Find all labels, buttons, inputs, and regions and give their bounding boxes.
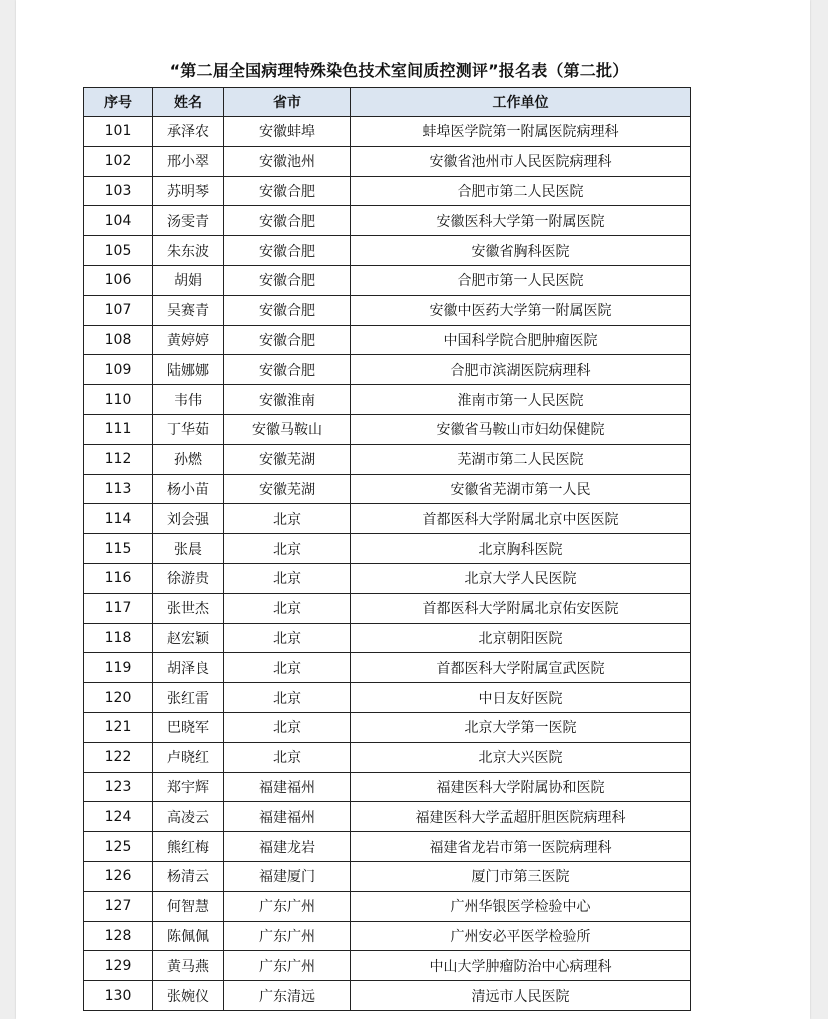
- cell-region: 北京: [224, 653, 351, 683]
- cell-number: 104: [84, 206, 153, 236]
- table-row: [84, 891, 691, 921]
- table-row: [84, 265, 691, 295]
- table-row: [84, 414, 691, 444]
- cell-organization: 北京朝阳医院: [351, 623, 691, 653]
- cell-name: 孙燃: [153, 444, 224, 474]
- cell-region: 安徽蚌埠: [224, 117, 351, 147]
- cell-number: 128: [84, 921, 153, 951]
- table-row: [84, 117, 691, 147]
- cell-region: 安徽淮南: [224, 385, 351, 415]
- document-page: [16, 0, 810, 1019]
- table-row: [84, 206, 691, 236]
- cell-name: 张红雷: [153, 683, 224, 713]
- cell-number: 105: [84, 236, 153, 266]
- cell-region: 安徽芜湖: [224, 444, 351, 474]
- table-row: [84, 325, 691, 355]
- cell-name: 杨清云: [153, 861, 224, 891]
- table-row: [84, 832, 691, 862]
- table-header-row: [84, 88, 691, 117]
- cell-organization: 首都医科大学附属北京中医医院: [351, 504, 691, 534]
- cell-number: 109: [84, 355, 153, 385]
- cell-region: 北京: [224, 712, 351, 742]
- cell-name: 徐游贵: [153, 563, 224, 593]
- table-row: [84, 355, 691, 385]
- cell-organization: 合肥市第二人民医院: [351, 176, 691, 206]
- cell-number: 120: [84, 683, 153, 713]
- cell-region: 安徽合肥: [224, 176, 351, 206]
- cell-organization: 安徽省芜湖市第一人民: [351, 474, 691, 504]
- cell-number: 115: [84, 534, 153, 564]
- table-row: [84, 772, 691, 802]
- cell-number: 127: [84, 891, 153, 921]
- cell-number: 119: [84, 653, 153, 683]
- cell-organization: 北京大学人民医院: [351, 563, 691, 593]
- cell-name: 朱东波: [153, 236, 224, 266]
- cell-organization: 清远市人民医院: [351, 981, 691, 1011]
- cell-organization: 福建医科大学附属协和医院: [351, 772, 691, 802]
- cell-region: 福建龙岩: [224, 832, 351, 862]
- cell-name: 高凌云: [153, 802, 224, 832]
- cell-region: 北京: [224, 563, 351, 593]
- cell-number: 121: [84, 712, 153, 742]
- cell-organization: 北京大学第一医院: [351, 712, 691, 742]
- cell-region: 安徽合肥: [224, 325, 351, 355]
- cell-region: 安徽合肥: [224, 295, 351, 325]
- cell-region: 安徽合肥: [224, 236, 351, 266]
- column-header-number: 序号: [84, 88, 153, 117]
- cell-name: 吴赛青: [153, 295, 224, 325]
- document-title: “第二届全国病理特殊染色技术室间质控测评”报名表（第二批）: [169, 61, 629, 80]
- cell-name: 张世杰: [153, 593, 224, 623]
- cell-name: 卢晓红: [153, 742, 224, 772]
- cell-region: 北京: [224, 683, 351, 713]
- cell-organization: 合肥市滨湖医院病理科: [351, 355, 691, 385]
- cell-region: 安徽合肥: [224, 355, 351, 385]
- cell-organization: 北京胸科医院: [351, 534, 691, 564]
- cell-region: 安徽合肥: [224, 206, 351, 236]
- cell-region: 福建厦门: [224, 861, 351, 891]
- table-row: [84, 563, 691, 593]
- cell-organization: 蚌埠医学院第一附属医院病理科: [351, 117, 691, 147]
- cell-name: 韦伟: [153, 385, 224, 415]
- cell-name: 刘会强: [153, 504, 224, 534]
- table-row: [84, 623, 691, 653]
- cell-number: 108: [84, 325, 153, 355]
- cell-name: 张晨: [153, 534, 224, 564]
- cell-organization: 安徽医科大学第一附属医院: [351, 206, 691, 236]
- cell-region: 广东广州: [224, 951, 351, 981]
- table-row: [84, 295, 691, 325]
- cell-number: 114: [84, 504, 153, 534]
- cell-name: 黄婷婷: [153, 325, 224, 355]
- column-header-region: 省市: [224, 88, 351, 117]
- cell-number: 110: [84, 385, 153, 415]
- cell-number: 126: [84, 861, 153, 891]
- table-row: [84, 802, 691, 832]
- cell-region: 广东广州: [224, 921, 351, 951]
- cell-region: 福建福州: [224, 772, 351, 802]
- cell-region: 安徽池州: [224, 146, 351, 176]
- cell-organization: 广州华银医学检验中心: [351, 891, 691, 921]
- cell-name: 熊红梅: [153, 832, 224, 862]
- table-row: [84, 504, 691, 534]
- column-header-organization: 工作单位: [351, 88, 691, 117]
- cell-organization: 福建医科大学孟超肝胆医院病理科: [351, 802, 691, 832]
- cell-region: 北京: [224, 534, 351, 564]
- cell-number: 130: [84, 981, 153, 1011]
- cell-number: 122: [84, 742, 153, 772]
- cell-number: 123: [84, 772, 153, 802]
- cell-number: 107: [84, 295, 153, 325]
- cell-number: 101: [84, 117, 153, 147]
- cell-organization: 安徽省池州市人民医院病理科: [351, 146, 691, 176]
- cell-name: 张婉仪: [153, 981, 224, 1011]
- cell-organization: 首都医科大学附属北京佑安医院: [351, 593, 691, 623]
- column-header-name: 姓名: [153, 88, 224, 117]
- table-row: [84, 981, 691, 1011]
- table-row: [84, 474, 691, 504]
- cell-organization: 安徽省马鞍山市妇幼保健院: [351, 414, 691, 444]
- table-row: [84, 593, 691, 623]
- cell-organization: 安徽省胸科医院: [351, 236, 691, 266]
- table-row: [84, 534, 691, 564]
- cell-region: 北京: [224, 623, 351, 653]
- cell-name: 汤雯青: [153, 206, 224, 236]
- cell-number: 112: [84, 444, 153, 474]
- table-row: [84, 921, 691, 951]
- cell-name: 承泽农: [153, 117, 224, 147]
- cell-region: 福建福州: [224, 802, 351, 832]
- table-row: [84, 444, 691, 474]
- cell-name: 邢小翠: [153, 146, 224, 176]
- cell-number: 106: [84, 265, 153, 295]
- cell-number: 118: [84, 623, 153, 653]
- cell-region: 安徽芜湖: [224, 474, 351, 504]
- cell-number: 111: [84, 414, 153, 444]
- cell-organization: 淮南市第一人民医院: [351, 385, 691, 415]
- cell-organization: 广州安必平医学检验所: [351, 921, 691, 951]
- cell-organization: 厦门市第三医院: [351, 861, 691, 891]
- table-row: [84, 385, 691, 415]
- cell-region: 广东清远: [224, 981, 351, 1011]
- cell-number: 113: [84, 474, 153, 504]
- cell-organization: 芜湖市第二人民医院: [351, 444, 691, 474]
- table-row: [84, 951, 691, 981]
- cell-organization: 福建省龙岩市第一医院病理科: [351, 832, 691, 862]
- cell-number: 103: [84, 176, 153, 206]
- cell-organization: 北京大兴医院: [351, 742, 691, 772]
- table-row: [84, 176, 691, 206]
- table-row: [84, 742, 691, 772]
- cell-name: 丁华茹: [153, 414, 224, 444]
- cell-number: 116: [84, 563, 153, 593]
- cell-name: 巴晓军: [153, 712, 224, 742]
- cell-region: 北京: [224, 593, 351, 623]
- cell-region: 北京: [224, 742, 351, 772]
- cell-name: 杨小苗: [153, 474, 224, 504]
- cell-number: 125: [84, 832, 153, 862]
- cell-region: 安徽马鞍山: [224, 414, 351, 444]
- cell-region: 安徽合肥: [224, 265, 351, 295]
- cell-organization: 合肥市第一人民医院: [351, 265, 691, 295]
- cell-name: 苏明琴: [153, 176, 224, 206]
- cell-organization: 中山大学肿瘤防治中心病理科: [351, 951, 691, 981]
- table-row: [84, 146, 691, 176]
- cell-name: 胡娟: [153, 265, 224, 295]
- table-row: [84, 712, 691, 742]
- table-row: [84, 683, 691, 713]
- cell-organization: 中国科学院合肥肿瘤医院: [351, 325, 691, 355]
- cell-name: 胡泽良: [153, 653, 224, 683]
- table-row: [84, 861, 691, 891]
- cell-organization: 首都医科大学附属宣武医院: [351, 653, 691, 683]
- cell-number: 129: [84, 951, 153, 981]
- cell-name: 郑宇辉: [153, 772, 224, 802]
- table-row: [84, 653, 691, 683]
- cell-organization: 中日友好医院: [351, 683, 691, 713]
- cell-organization: 安徽中医药大学第一附属医院: [351, 295, 691, 325]
- cell-name: 何智慧: [153, 891, 224, 921]
- cell-number: 102: [84, 146, 153, 176]
- cell-region: 广东广州: [224, 891, 351, 921]
- cell-name: 陈佩佩: [153, 921, 224, 951]
- cell-name: 赵宏颖: [153, 623, 224, 653]
- cell-name: 黄马燕: [153, 951, 224, 981]
- cell-number: 117: [84, 593, 153, 623]
- table-row: [84, 236, 691, 266]
- cell-name: 陆娜娜: [153, 355, 224, 385]
- cell-number: 124: [84, 802, 153, 832]
- registration-table: [83, 87, 691, 1011]
- cell-region: 北京: [224, 504, 351, 534]
